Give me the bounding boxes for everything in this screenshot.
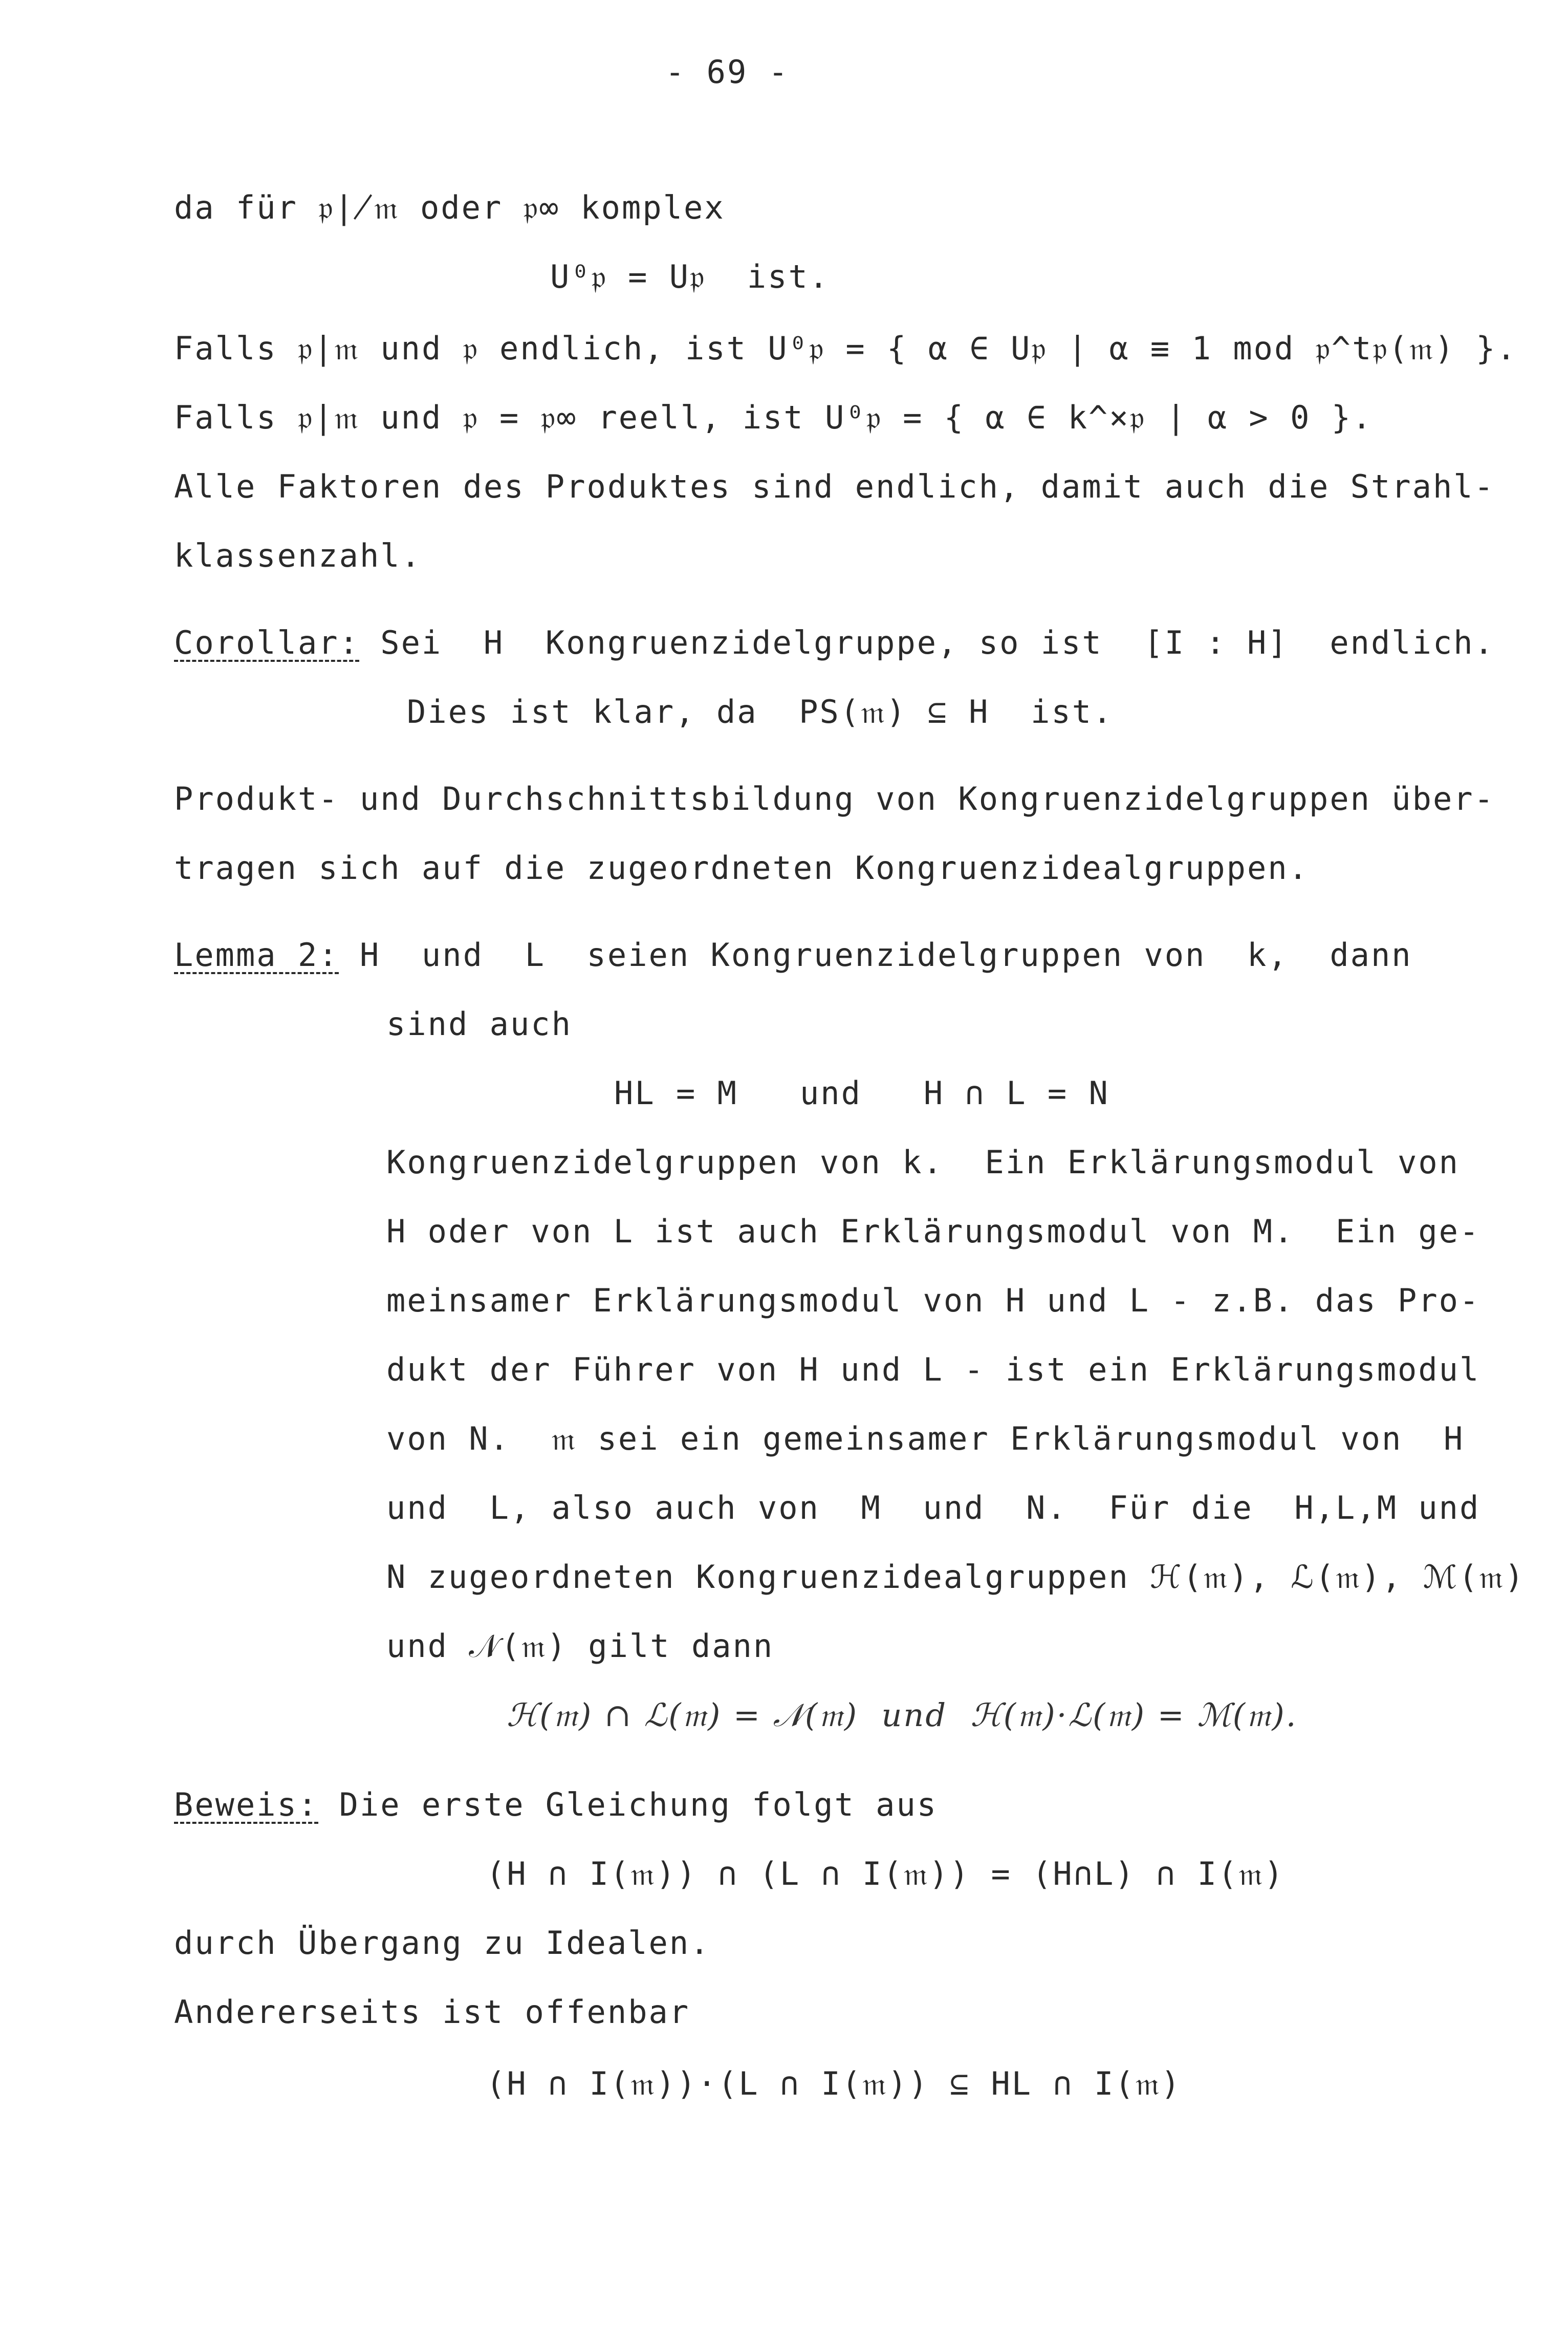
formula-line: U⁰𝔭 = U𝔭 ist. (550, 258, 830, 295)
text-line: durch Übergang zu Idealen. (174, 1924, 711, 1962)
text-line: meinsamer Erklärungsmodul von H und L - z.B. das Pro- (386, 1282, 1480, 1319)
text-line: von N. 𝔪 sei ein gemeinsamer Erklärungsmodul von H (386, 1420, 1465, 1457)
text-line: klassenzahl. (174, 537, 422, 574)
corollar-statement (174, 624, 1495, 661)
formula-line: ℋ(𝔪) ∩ ℒ(𝔪) = 𝒩(𝔪) und ℋ(𝔪)·ℒ(𝔪) = ℳ(𝔪). (507, 1696, 1298, 1734)
text-line: Dies ist klar, da PS(𝔪) ⊆ H ist. (407, 693, 1114, 730)
lemma-label: Lemma 2: (174, 936, 339, 974)
lemma-statement (174, 936, 1412, 974)
text-line: und 𝒩(𝔪) gilt dann (386, 1627, 774, 1665)
text-line: N zugeordneten Kongruenzidealgruppen ℋ(𝔪), ℒ(𝔪), ℳ(𝔪) (386, 1558, 1526, 1596)
text-line: Falls 𝔭|𝔪 und 𝔭 endlich, ist U⁰𝔭 = { α ∈ U𝔭 | α ≡ 1 mod 𝔭^t𝔭(𝔪) }. (174, 330, 1517, 367)
corollar-label: Corollar: (174, 624, 360, 661)
text-line: Andererseits ist offenbar (174, 1993, 690, 2031)
text-line: tragen sich auf die zugeordneten Kongruenzidealgruppen. (174, 849, 1309, 887)
text-line: dukt der Führer von H und L - ist ein Erklärungsmodul (386, 1351, 1480, 1388)
beweis-label: Beweis: (174, 1786, 319, 1823)
corollar-text: Sei H Kongruenzidelgruppe, so ist [I : H] endlich. (359, 624, 1495, 661)
text-line: und L, also auch von M und N. Für die H,L,M und (386, 1489, 1480, 1526)
text-line: H oder von L ist auch Erklärungsmodul von M. Ein ge- (386, 1213, 1480, 1250)
formula-line: HL = M und H ∩ L = N (614, 1074, 1109, 1112)
text-line: sind auch (386, 1005, 572, 1043)
lemma-text: H und L seien Kongruenzidelgruppen von k, dann (339, 936, 1412, 974)
text-line: Falls 𝔭|𝔪 und 𝔭 = 𝔭∞ reell, ist U⁰𝔭 = { α ∈ k^×𝔭 | α > 0 }. (174, 399, 1373, 436)
page-number: - 69 - (665, 53, 789, 91)
formula-line: (H ∩ I(𝔪)) ∩ (L ∩ I(𝔪)) = (H∩L) ∩ I(𝔪) (486, 1855, 1285, 1892)
text-line: Produkt- und Durchschnittsbildung von Kongruenzidelgruppen über- (174, 780, 1495, 817)
text-line: Kongruenzidelgruppen von k. Ein Erklärungsmodul von (386, 1144, 1460, 1181)
text-line: Alle Faktoren des Produktes sind endlich, damit auch die Strahl- (174, 468, 1495, 505)
beweis-text: Die erste Gleichung folgt aus (318, 1786, 938, 1823)
beweis-statement (174, 1786, 938, 1823)
text-line: da für 𝔭∤𝔪 oder 𝔭∞ komplex (174, 189, 725, 226)
formula-line: (H ∩ I(𝔪))·(L ∩ I(𝔪)) ⊆ HL ∩ I(𝔪) (486, 2065, 1182, 2102)
